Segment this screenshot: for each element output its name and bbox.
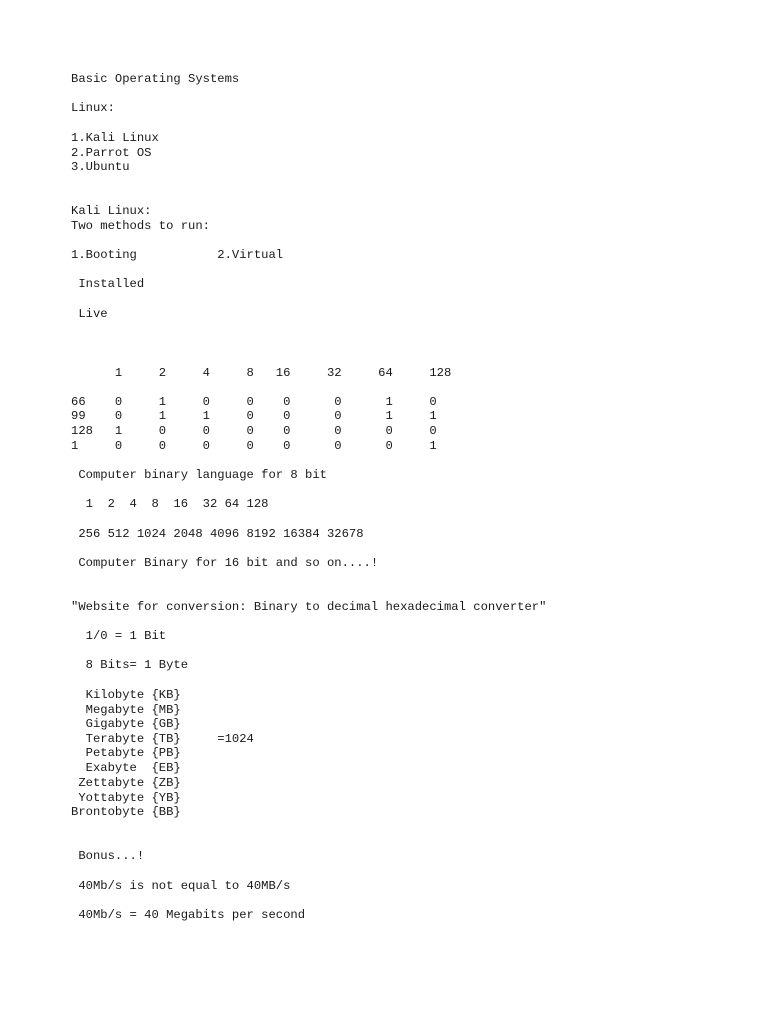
unit-line: Kilobyte {KB} [71,688,181,702]
list-item: 2.Parrot OS [71,146,152,160]
text-line: Computer Binary for 16 bit and so on....! [71,556,379,570]
list-item: 1.Kali Linux [71,131,159,145]
text-line: Computer binary language for 8 bit [71,468,327,482]
text-line: 8 Bits= 1 Byte [71,658,189,672]
unit-line: Exabyte {EB} [71,761,181,775]
list-item: 3.Ubuntu [71,160,130,174]
text-line: 1.Booting 2.Virtual [71,248,284,262]
binary-table-row: 66 0 1 0 0 0 0 1 0 [71,395,437,409]
unit-line: Megabyte {MB} [71,703,181,717]
section-heading: Linux: [71,101,115,115]
binary-table-row: 128 1 0 0 0 0 0 0 0 [71,424,437,438]
text-line: Bonus...! [71,849,145,863]
binary-table-header: 1 2 4 8 16 32 64 128 [71,366,452,380]
quote-line: "Website for conversion: Binary to decimal hexadecimal converter" [71,600,547,614]
unit-line: Yottabyte {YB} [71,791,181,805]
unit-line: Zettabyte {ZB} [71,776,181,790]
unit-line: Brontobyte {BB} [71,805,181,819]
binary-table-row: 99 0 1 1 0 0 0 1 1 [71,409,437,423]
text-line: Two methods to run: [71,219,210,233]
unit-line: Petabyte {PB} [71,746,181,760]
text-line: 40Mb/s is not equal to 40MB/s [71,879,291,893]
document-title: Basic Operating Systems [71,72,240,86]
text-line: Live [71,307,108,321]
text-line: Installed [71,277,145,291]
binary-table-row: 1 0 0 0 0 0 0 0 1 [71,439,437,453]
unit-line: Terabyte {TB} =1024 [71,732,254,746]
text-line: 1 2 4 8 16 32 64 128 [71,497,269,511]
section-heading: Kali Linux: [71,204,152,218]
text-line: 256 512 1024 2048 4096 8192 16384 32678 [71,527,364,541]
text-line: 1/0 = 1 Bit [71,629,167,643]
unit-line: Gigabyte {GB} [71,717,181,731]
text-line: 40Mb/s = 40 Megabits per second [71,908,306,922]
